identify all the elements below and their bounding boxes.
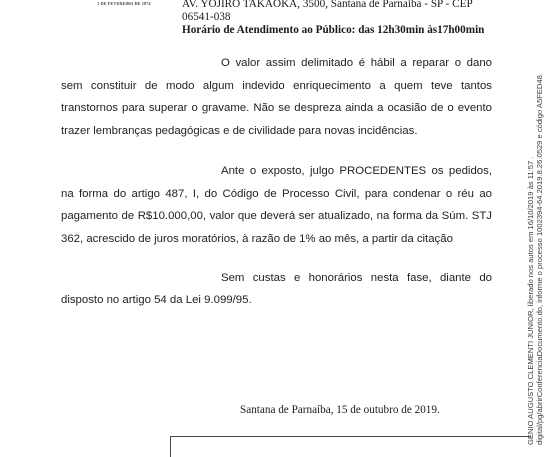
paragraph-ruling: Ante o exposto, julgo PROCEDENTES os pedidos, na forma do artigo 487, I, do Código de Processo Civil, para condenar o réu ao pagamento de R$10.000,00, valor que deverá ser atualizado, na forma da Súm. STJ 362, acrescido de juros moratórios, à razão de 1% ao mês, a partir da citação — [61, 164, 492, 245]
signature-note-line: GENIO AUGUSTO CLEMENTI JUNIOR, liberado nos autos em 16/10/2019 às 11:57 . — [526, 156, 535, 445]
court-address-block — [182, 0, 522, 37]
address-line: AV. YOJIRO TAKAOKA, 3500, Santana de Parnaiba - SP - CEP — [182, 0, 473, 10]
paragraph-costs: Sem custas e honorários nesta fase, diante do disposto no artigo 54 da Lei 9.099/95. — [61, 271, 492, 307]
paragraph-compensation: O valor assim delimitado é hábil a reparar o dano sem constituir de modo algum indevido enriquecimento a quem teve tantos transtornos para superar o gravame. Não se despreza ainda a ocasião de o evento trazer lembranças pedagógicas e de civilidade para novas incidências. — [61, 57, 492, 138]
public-hours-line: Horário de Atendimento ao Público: das 12h30min às17h00min — [182, 24, 485, 36]
place-date-line: Santana de Parnaíba, 15 de outubro de 2019. — [240, 404, 440, 416]
signature-box-border — [170, 436, 531, 457]
digital-signature-note — [526, 25, 544, 445]
postal-code-line: 06541-038 — [182, 11, 231, 23]
decision-text — [61, 52, 492, 312]
verification-note-line: digital/pg/abrirConferenciaDocumento.do, informe o processo 1002394-64.2019.8.26.0529 e código A5FED48. — [535, 73, 544, 445]
court-seal-fragment: 3 DE FEVEREIRO DE 1874 — [97, 1, 151, 6]
